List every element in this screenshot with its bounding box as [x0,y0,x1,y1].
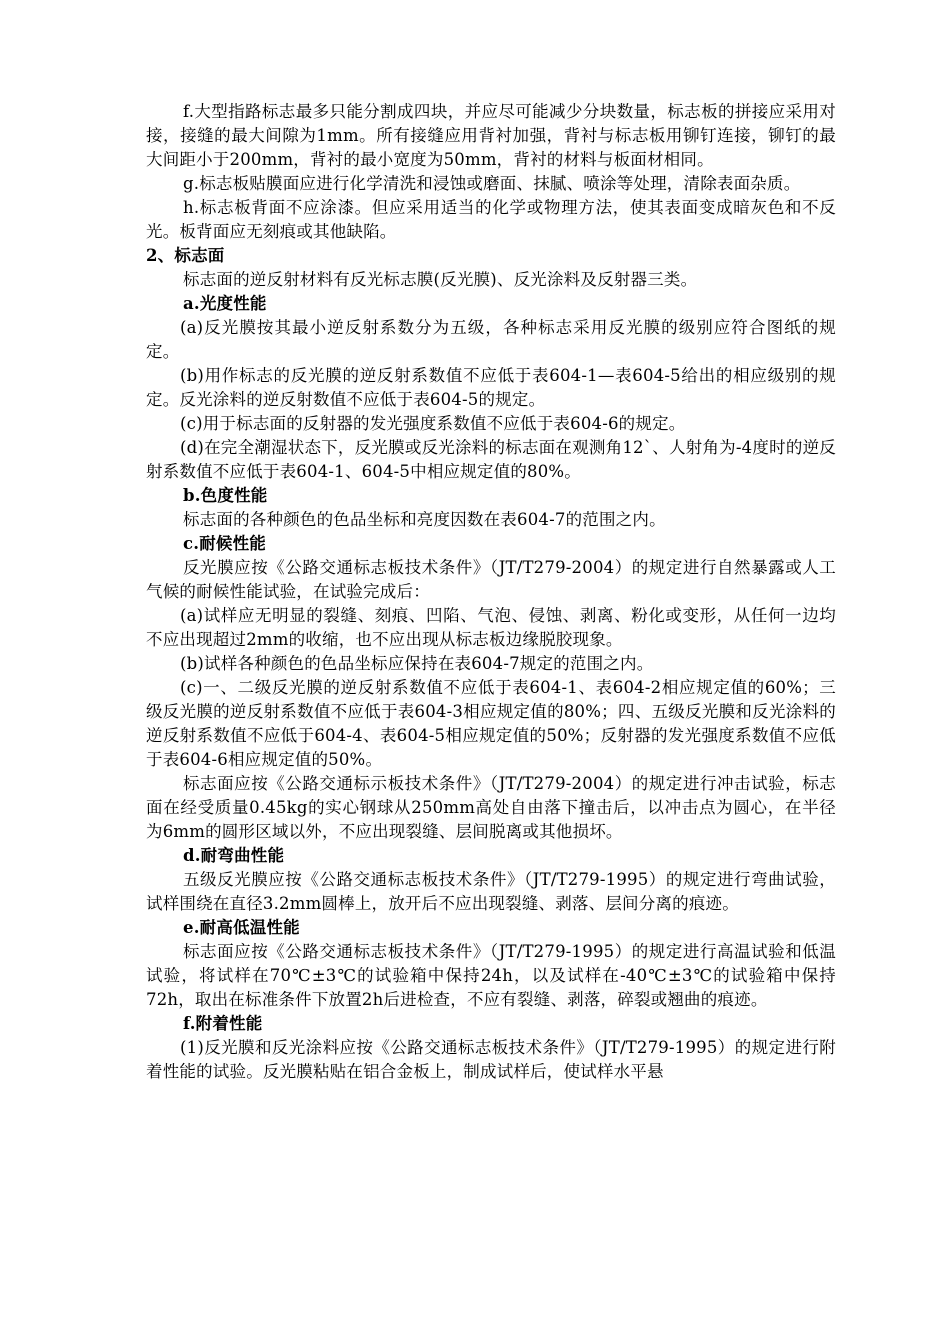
subheading-weathering: c.耐候性能 [183,534,266,553]
paragraph-f-sign-splicing: f.大型指路标志最多只能分割成四块，并应尽可能减少分块数量，标志板的拼接应采用对接，接缝的最大间隙为1mm。所有接缝应用背衬加强，背衬与标志板用铆钉连接，铆钉的最大间距小于200mm，背衬的最小宽度为50mm，背衬的材料与板面材相同。 [146,102,836,169]
item-a-grades: (a)反光膜按其最小逆反射系数分为五级，各种标志采用反光膜的级别应符合图纸的规定。 [146,318,836,361]
item-1-adhesion: (1)反光膜和反光涂料应按《公路交通标志板技术条件》（JT/T279-1995）的规定进行附着性能的试验。反光膜粘贴在铝合金板上，制成试样后，使试样水平悬 [146,1038,836,1081]
paragraph-chromaticity: 标志面的各种颜色的色品坐标和亮度因数在表604-7的范围之内。 [183,510,666,529]
subheading-adhesion: f.附着性能 [183,1014,263,1033]
item-d-wet-state: (d)在完全潮湿状态下，反光膜或反光涂料的标志面在观测角12`、人射角为-4度时的逆反射系数值不应低于表604-1、604-5中相应规定值的80%。 [146,438,836,481]
paragraph-g-surface-treatment: g.标志板贴膜面应进行化学清洗和浸蚀或磨面、抹腻、喷涂等处理，清除表面杂质。 [183,174,801,193]
subheading-chromaticity: b.色度性能 [183,486,268,505]
subheading-temperature: e.耐高低温性能 [183,918,300,937]
paragraph-bending: 五级反光膜应按《公路交通标志板技术条件》（JT/T279-1995）的规定进行弯曲试验，试样围绕在直径3.2mm圆棒上，放开后不应出现裂缝、剥落、层间分离的痕迹。 [146,870,836,913]
paragraph-retroreflective-materials: 标志面的逆反射材料有反光标志膜(反光膜)、反光涂料及反射器三类。 [183,270,698,289]
section-heading-sign-face: 2、标志面 [146,246,225,265]
document-body [146,100,836,1084]
item-b-color-range: (b)试样各种颜色的色品坐标应保持在表604-7规定的范围之内。 [180,654,654,673]
subheading-photometric: a.光度性能 [183,294,267,313]
subheading-bending: d.耐弯曲性能 [183,846,285,865]
paragraph-h-back-surface: h.标志板背面不应涂漆。但应采用适当的化学或物理方法，使其表面变成暗灰色和不反光。板背面应无刻痕或其他缺陷。 [146,198,836,241]
item-c-reflector-intensity: (c)用于标志面的反射器的发光强度系数值不应低于表604-6的规定。 [180,414,686,433]
item-b-coefficients: (b)用作标志的反光膜的逆反射系数值不应低于表604-1—表604-5给出的相应级别的规定。反光涂料的逆反射数值不应低于表604-5的规定。 [146,366,836,409]
paragraph-temperature: 标志面应按《公路交通标志板技术条件》（JT/T279-1995）的规定进行高温试验和低温试验，将试样在70℃±3℃的试验箱中保持24h，以及试样在-40℃±3℃的试验箱中保持72h，取出在标准条件下放置2h后进检查，不应有裂缝、剥落，碎裂或翘曲的痕迹。 [146,942,836,1009]
item-a-no-defects: (a)试样应无明显的裂缝、刻痕、凹陷、气泡、侵蚀、剥离、粉化或变形，从任何一边均不应出现超过2mm的收缩，也不应出现从标志板边缘脱胶现象。 [146,606,836,649]
item-c-retained-values: (c)一、二级反光膜的逆反射系数值不应低于表604-1、表604-2相应规定值的60%；三级反光膜的逆反射系数值不应低于表604-3相应规定值的80%；四、五级反光膜和反光涂料的逆反射系数值不应低于604-4、表604-5相应规定值的50%；反射器的发光强度系数值不应低于表604-6相应规定值的50%。 [146,678,836,769]
paragraph-weathering: 反光膜应按《公路交通标志板技术条件》（JT/T279-2004）的规定进行自然暴露或人工气候的耐候性能试验，在试验完成后： [146,558,836,601]
paragraph-impact-test: 标志面应按《公路交通标示板技术条件》（JT/T279-2004）的规定进行冲击试验，标志面在经受质量0.45kg的实心钢球从250mm高处自由落下撞击后，以冲击点为圆心，在半径为6mm的圆形区域以外，不应出现裂缝、层间脱离或其他损坏。 [146,774,836,841]
